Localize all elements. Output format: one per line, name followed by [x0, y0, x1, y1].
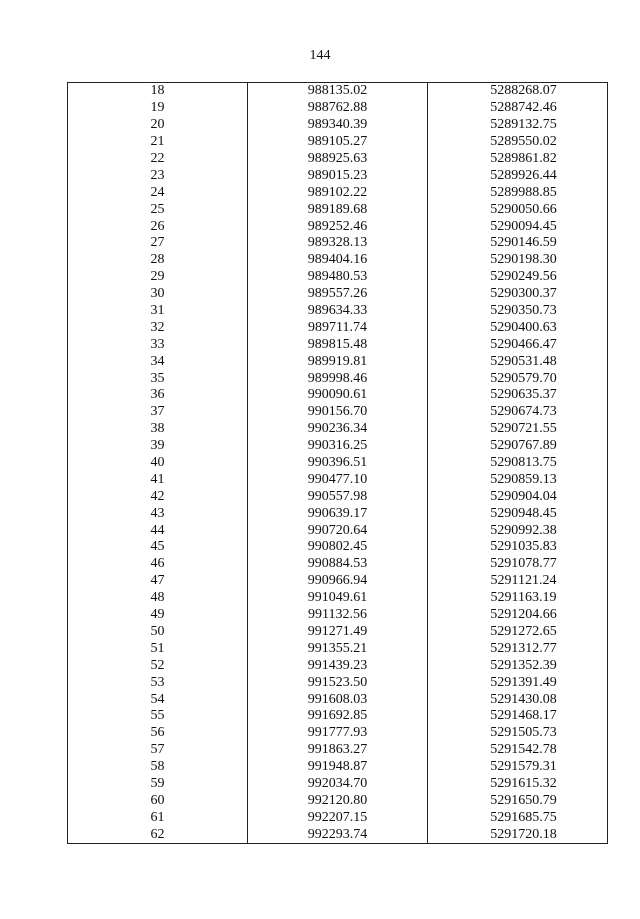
table-row — [68, 776, 608, 793]
x-coordinate-cell: 989105.27 — [248, 134, 428, 151]
y-coordinate-cell: 5291391.49 — [428, 674, 608, 691]
x-coordinate-cell: 990557.98 — [248, 488, 428, 505]
y-coordinate-cell: 5288268.07 — [428, 83, 608, 100]
point-number-cell: 50 — [68, 624, 248, 641]
y-coordinate-cell: 5290400.63 — [428, 319, 608, 336]
y-coordinate-cell: 5291505.73 — [428, 725, 608, 742]
y-coordinate-cell: 5291430.08 — [428, 691, 608, 708]
x-coordinate-cell: 990236.34 — [248, 421, 428, 438]
y-coordinate-cell: 5290859.13 — [428, 471, 608, 488]
x-coordinate-cell: 991948.87 — [248, 759, 428, 776]
table-row — [68, 590, 608, 607]
x-coordinate-cell: 989015.23 — [248, 167, 428, 184]
point-number-cell: 49 — [68, 607, 248, 624]
x-coordinate-cell: 989557.26 — [248, 286, 428, 303]
point-number-cell: 32 — [68, 319, 248, 336]
point-number-cell: 54 — [68, 691, 248, 708]
table-row — [68, 488, 608, 505]
y-coordinate-cell: 5290249.56 — [428, 269, 608, 286]
table-row — [68, 826, 608, 843]
point-number-cell: 42 — [68, 488, 248, 505]
table-row — [68, 218, 608, 235]
table-row — [68, 404, 608, 421]
table-row — [68, 303, 608, 320]
y-coordinate-cell: 5291204.66 — [428, 607, 608, 624]
y-coordinate-cell: 5291685.75 — [428, 809, 608, 826]
x-coordinate-cell: 990156.70 — [248, 404, 428, 421]
table-row — [68, 539, 608, 556]
x-coordinate-cell: 990316.25 — [248, 438, 428, 455]
x-coordinate-cell: 991271.49 — [248, 624, 428, 641]
point-number-cell: 56 — [68, 725, 248, 742]
table-row — [68, 269, 608, 286]
x-coordinate-cell: 990720.64 — [248, 522, 428, 539]
y-coordinate-cell: 5291163.19 — [428, 590, 608, 607]
point-number-cell: 58 — [68, 759, 248, 776]
y-coordinate-cell: 5291650.79 — [428, 792, 608, 809]
point-number-cell: 59 — [68, 776, 248, 793]
table-row — [68, 573, 608, 590]
x-coordinate-cell: 989919.81 — [248, 353, 428, 370]
x-coordinate-cell: 989328.13 — [248, 235, 428, 252]
x-coordinate-cell: 992120.80 — [248, 792, 428, 809]
point-number-cell: 21 — [68, 134, 248, 151]
point-number-cell: 37 — [68, 404, 248, 421]
table-row — [68, 708, 608, 725]
y-coordinate-cell: 5289861.82 — [428, 151, 608, 168]
y-coordinate-cell: 5291078.77 — [428, 556, 608, 573]
page-number: 144 — [309, 48, 331, 63]
point-number-cell: 47 — [68, 573, 248, 590]
point-number-cell: 20 — [68, 117, 248, 134]
y-coordinate-cell: 5290531.48 — [428, 353, 608, 370]
x-coordinate-cell: 991692.85 — [248, 708, 428, 725]
table-row — [68, 387, 608, 404]
x-coordinate-cell: 989404.16 — [248, 252, 428, 269]
y-coordinate-cell: 5290948.45 — [428, 505, 608, 522]
y-coordinate-cell: 5291579.31 — [428, 759, 608, 776]
point-number-cell: 24 — [68, 184, 248, 201]
x-coordinate-cell: 989102.22 — [248, 184, 428, 201]
x-coordinate-cell: 988135.02 — [248, 83, 428, 100]
x-coordinate-cell: 991608.03 — [248, 691, 428, 708]
table-row — [68, 792, 608, 809]
table-row — [68, 624, 608, 641]
table-row — [68, 252, 608, 269]
point-number-cell: 25 — [68, 201, 248, 218]
y-coordinate-cell: 5290904.04 — [428, 488, 608, 505]
table-row — [68, 235, 608, 252]
y-coordinate-cell: 5291121.24 — [428, 573, 608, 590]
table-row — [68, 725, 608, 742]
y-coordinate-cell: 5290050.66 — [428, 201, 608, 218]
point-number-cell: 45 — [68, 539, 248, 556]
x-coordinate-cell: 991777.93 — [248, 725, 428, 742]
point-number-cell: 27 — [68, 235, 248, 252]
point-number-cell: 57 — [68, 742, 248, 759]
y-coordinate-cell: 5290146.59 — [428, 235, 608, 252]
point-number-cell: 23 — [68, 167, 248, 184]
table-row — [68, 83, 608, 100]
y-coordinate-cell: 5291312.77 — [428, 640, 608, 657]
table-row — [68, 201, 608, 218]
table-row — [68, 319, 608, 336]
x-coordinate-cell: 991863.27 — [248, 742, 428, 759]
point-number-cell: 30 — [68, 286, 248, 303]
table-row — [68, 522, 608, 539]
point-number-cell: 31 — [68, 303, 248, 320]
table-row — [68, 674, 608, 691]
point-number-cell: 19 — [68, 100, 248, 117]
table-row — [68, 134, 608, 151]
x-coordinate-cell: 990090.61 — [248, 387, 428, 404]
y-coordinate-cell: 5291352.39 — [428, 657, 608, 674]
table-row — [68, 471, 608, 488]
table-row — [68, 640, 608, 657]
y-coordinate-cell: 5290579.70 — [428, 370, 608, 387]
point-number-cell: 34 — [68, 353, 248, 370]
x-coordinate-cell: 989189.68 — [248, 201, 428, 218]
y-coordinate-cell: 5291468.17 — [428, 708, 608, 725]
x-coordinate-cell: 990966.94 — [248, 573, 428, 590]
y-coordinate-cell: 5291720.18 — [428, 826, 608, 843]
point-number-cell: 53 — [68, 674, 248, 691]
point-number-cell: 52 — [68, 657, 248, 674]
y-coordinate-cell: 5290300.37 — [428, 286, 608, 303]
point-number-cell: 51 — [68, 640, 248, 657]
x-coordinate-cell: 989252.46 — [248, 218, 428, 235]
y-coordinate-cell: 5291615.32 — [428, 776, 608, 793]
y-coordinate-cell: 5288742.46 — [428, 100, 608, 117]
point-number-cell: 43 — [68, 505, 248, 522]
table-row — [68, 607, 608, 624]
x-coordinate-cell: 989480.53 — [248, 269, 428, 286]
y-coordinate-cell: 5290767.89 — [428, 438, 608, 455]
table-row — [68, 742, 608, 759]
table-row — [68, 505, 608, 522]
table-row — [68, 184, 608, 201]
coordinates-table-body — [68, 83, 608, 844]
x-coordinate-cell: 989815.48 — [248, 336, 428, 353]
x-coordinate-cell: 989998.46 — [248, 370, 428, 387]
y-coordinate-cell: 5290350.73 — [428, 303, 608, 320]
point-number-cell: 44 — [68, 522, 248, 539]
y-coordinate-cell: 5289988.85 — [428, 184, 608, 201]
point-number-cell: 18 — [68, 83, 248, 100]
y-coordinate-cell: 5289926.44 — [428, 167, 608, 184]
x-coordinate-cell: 992293.74 — [248, 826, 428, 843]
table-row — [68, 286, 608, 303]
point-number-cell: 60 — [68, 792, 248, 809]
table-row — [68, 353, 608, 370]
point-number-cell: 36 — [68, 387, 248, 404]
point-number-cell: 62 — [68, 826, 248, 843]
y-coordinate-cell: 5290198.30 — [428, 252, 608, 269]
x-coordinate-cell: 988925.63 — [248, 151, 428, 168]
table-row — [68, 657, 608, 674]
x-coordinate-cell: 991355.21 — [248, 640, 428, 657]
y-coordinate-cell: 5290635.37 — [428, 387, 608, 404]
x-coordinate-cell: 990802.45 — [248, 539, 428, 556]
coordinates-table — [67, 82, 608, 844]
table-row — [68, 100, 608, 117]
y-coordinate-cell: 5290466.47 — [428, 336, 608, 353]
y-coordinate-cell: 5290813.75 — [428, 455, 608, 472]
point-number-cell: 28 — [68, 252, 248, 269]
y-coordinate-cell: 5289550.02 — [428, 134, 608, 151]
table-row — [68, 167, 608, 184]
x-coordinate-cell: 990884.53 — [248, 556, 428, 573]
point-number-cell: 26 — [68, 218, 248, 235]
point-number-cell: 39 — [68, 438, 248, 455]
point-number-cell: 41 — [68, 471, 248, 488]
table-row — [68, 151, 608, 168]
table-row — [68, 336, 608, 353]
x-coordinate-cell: 991049.61 — [248, 590, 428, 607]
table-row — [68, 809, 608, 826]
x-coordinate-cell: 991523.50 — [248, 674, 428, 691]
point-number-cell: 46 — [68, 556, 248, 573]
x-coordinate-cell: 989711.74 — [248, 319, 428, 336]
table-row — [68, 759, 608, 776]
table-row — [68, 556, 608, 573]
table-row — [68, 370, 608, 387]
y-coordinate-cell: 5291272.65 — [428, 624, 608, 641]
table-row — [68, 455, 608, 472]
table-row — [68, 691, 608, 708]
x-coordinate-cell: 990396.51 — [248, 455, 428, 472]
x-coordinate-cell: 992207.15 — [248, 809, 428, 826]
x-coordinate-cell: 991132.56 — [248, 607, 428, 624]
x-coordinate-cell: 989340.39 — [248, 117, 428, 134]
y-coordinate-cell: 5290094.45 — [428, 218, 608, 235]
point-number-cell: 40 — [68, 455, 248, 472]
point-number-cell: 61 — [68, 809, 248, 826]
point-number-cell: 22 — [68, 151, 248, 168]
x-coordinate-cell: 989634.33 — [248, 303, 428, 320]
y-coordinate-cell: 5289132.75 — [428, 117, 608, 134]
y-coordinate-cell: 5290674.73 — [428, 404, 608, 421]
point-number-cell: 55 — [68, 708, 248, 725]
point-number-cell: 35 — [68, 370, 248, 387]
y-coordinate-cell: 5290992.38 — [428, 522, 608, 539]
table-row — [68, 421, 608, 438]
y-coordinate-cell: 5290721.55 — [428, 421, 608, 438]
y-coordinate-cell: 5291035.83 — [428, 539, 608, 556]
point-number-cell: 48 — [68, 590, 248, 607]
table-row — [68, 438, 608, 455]
x-coordinate-cell: 990639.17 — [248, 505, 428, 522]
y-coordinate-cell: 5291542.78 — [428, 742, 608, 759]
point-number-cell: 33 — [68, 336, 248, 353]
x-coordinate-cell: 991439.23 — [248, 657, 428, 674]
x-coordinate-cell: 992034.70 — [248, 776, 428, 793]
point-number-cell: 38 — [68, 421, 248, 438]
point-number-cell: 29 — [68, 269, 248, 286]
x-coordinate-cell: 988762.88 — [248, 100, 428, 117]
x-coordinate-cell: 990477.10 — [248, 471, 428, 488]
table-row — [68, 117, 608, 134]
